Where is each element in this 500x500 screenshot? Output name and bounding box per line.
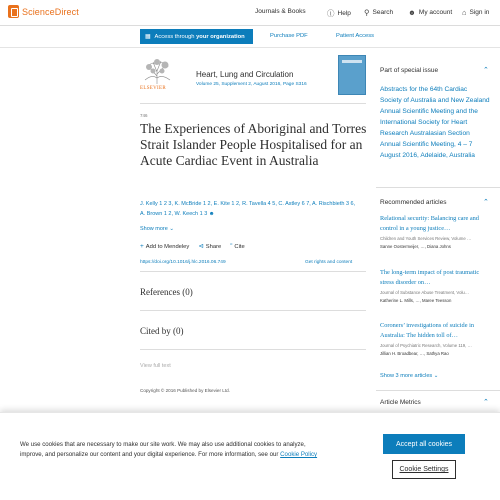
author-line-1[interactable]: J. Kelly 1 2 3, K. McBride 1 2, E. Kite 1 2, R. Tavella 4 5, C. Astley 6 7, A. Rischbieth 3 6,: [140, 201, 356, 207]
institution-icon: ⌂: [462, 8, 467, 17]
divider: [140, 103, 366, 104]
recommended-article[interactable]: [380, 321, 490, 356]
recommended-article-title[interactable]: The long-term impact of post traumatic stress disorder on…: [380, 269, 480, 286]
cite-label: Cite: [234, 243, 245, 250]
chevron-down-icon: ⌄: [433, 373, 439, 379]
journals-books-label: Journals & Books: [255, 8, 306, 15]
access-through-organization-button[interactable]: [140, 29, 253, 44]
purchase-pdf-link[interactable]: Purchase PDF: [270, 33, 308, 39]
my-account-link[interactable]: [408, 8, 452, 17]
divider: [140, 310, 366, 311]
cover-title-band: [342, 60, 362, 63]
institution-icon: ▦: [145, 33, 151, 40]
recommended-article-authors: Jillian H. Broadbear, …, Sathya Rao: [380, 351, 449, 356]
share-icon: ⊲: [198, 243, 204, 250]
search-icon: ⚲: [364, 8, 370, 17]
special-issue-heading: Part of special issue: [380, 67, 439, 74]
cited-by-heading[interactable]: Cited by (0): [140, 326, 184, 336]
user-icon: ☻: [408, 8, 416, 17]
cookie-message: [20, 440, 320, 460]
chevron-down-icon: ⌄: [169, 226, 174, 232]
plus-icon: +: [140, 242, 144, 250]
help-link[interactable]: [327, 8, 351, 19]
show-more-button[interactable]: Show more ⌄: [140, 226, 174, 232]
recommended-article-title[interactable]: Coroners’ investigations of suicide in Australia: The hidden toll of…: [380, 322, 474, 339]
help-label: Help: [337, 10, 351, 17]
author-list: [140, 199, 365, 219]
person-icon: ☻: [208, 211, 215, 217]
access-label: Access through your organization: [154, 33, 245, 40]
patient-access-link[interactable]: Patient Access: [336, 33, 375, 39]
chevron-up-icon[interactable]: ⌃: [483, 199, 489, 206]
cookie-message-text: We use cookies that are necessary to make our site work. We may also use additional cookies to analyze, improve, and personalize our content and your digital experience. For more information, see our: [20, 441, 306, 458]
recommended-article-authors: Sanne Oostermeijer, …, Diana Johns: [380, 244, 451, 249]
doi-link[interactable]: https://doi.org/10.1016/j.hlc.2016.06.749: [140, 260, 226, 265]
rights-content-link[interactable]: Get rights and content: [305, 260, 353, 265]
journals-books-link[interactable]: [255, 8, 306, 15]
recommended-article-journal: Journal of Psychiatric Research, Volume 119, …: [380, 343, 472, 348]
divider: [376, 390, 500, 391]
article-number: 746: [140, 113, 148, 118]
share-button[interactable]: [198, 242, 221, 250]
cookie-banner: [0, 412, 500, 500]
my-account-label: My account: [418, 9, 453, 16]
accept-all-cookies-button[interactable]: Accept all cookies: [383, 434, 465, 454]
search-label: Search: [372, 9, 394, 16]
top-navigation-bar: [0, 0, 500, 26]
recommended-article-journal: Journal of Substance Abuse Treatment, Volu…: [380, 290, 470, 295]
search-link[interactable]: [364, 8, 393, 17]
logo-text: ScienceDirect: [22, 6, 79, 17]
mendeley-label: Add to Mendeley: [145, 243, 190, 250]
journal-volume-link[interactable]: Volume 25, Supplement 2, August 2016, Page S316: [196, 82, 307, 87]
cite-button[interactable]: [230, 243, 244, 250]
quote-icon: ”: [230, 242, 233, 250]
divider: [140, 271, 366, 272]
recommended-article[interactable]: [380, 268, 490, 303]
elsevier-wordmark: ELSEVIER: [140, 86, 167, 91]
journal-title-link[interactable]: Heart, Lung and Circulation: [196, 70, 294, 79]
divider: [376, 187, 500, 188]
article-metrics-heading: Article Metrics: [380, 399, 421, 406]
journal-cover-image[interactable]: [338, 55, 366, 95]
help-icon: ⓘ: [327, 9, 335, 18]
chevron-up-icon[interactable]: ⌃: [483, 67, 489, 74]
recommended-article-journal: Children and Youth Services Review, Volume …: [380, 236, 472, 241]
share-label: Share: [205, 244, 222, 250]
special-issue-link[interactable]: Abstracts for the 64th Cardiac Society of Australia and New Zealand Annual Scientific Meeting and the International Society for Heart Research Australasian Section Annual Scientific Meeting, 4 – 7 August 2016, Adelaide, Australia: [380, 86, 490, 159]
add-to-mendeley-button[interactable]: [140, 243, 189, 250]
recommended-article[interactable]: [380, 214, 490, 249]
recommended-articles-heading: Recommended articles: [380, 199, 447, 206]
sciencedirect-logo-icon: [8, 5, 19, 18]
show-more-articles-button[interactable]: Show 3 more articles ⌄: [380, 373, 439, 379]
sign-in-link[interactable]: [462, 8, 489, 17]
sciencedirect-logo[interactable]: [8, 5, 79, 18]
author-line-2[interactable]: A. Brown 1 2, W. Keech 1 3 ☻: [140, 211, 215, 217]
recommended-article-authors: Katherine L. Mills, …, Maree Teesson: [380, 298, 452, 303]
divider: [140, 349, 366, 350]
cookie-settings-button[interactable]: Cookie Settings: [392, 460, 456, 479]
article-actions: [140, 242, 245, 250]
view-full-text-link[interactable]: View full text: [140, 363, 171, 369]
sign-in-label: Sign in: [469, 9, 490, 16]
article-title: The Experiences of Aboriginal and Torres Strait Islander People Hospitalised for an Acute Cardiac Event in Australia: [140, 121, 367, 169]
chevron-up-icon[interactable]: ⌃: [483, 399, 489, 406]
recommended-article-title[interactable]: Relational security: Balancing care and control in a young justice…: [380, 215, 479, 232]
cookie-policy-link[interactable]: Cookie Policy: [280, 451, 318, 458]
references-heading[interactable]: References (0): [140, 287, 193, 297]
copyright-notice: Copyright © 2016 Published by Elsevier Ltd.: [140, 388, 230, 393]
